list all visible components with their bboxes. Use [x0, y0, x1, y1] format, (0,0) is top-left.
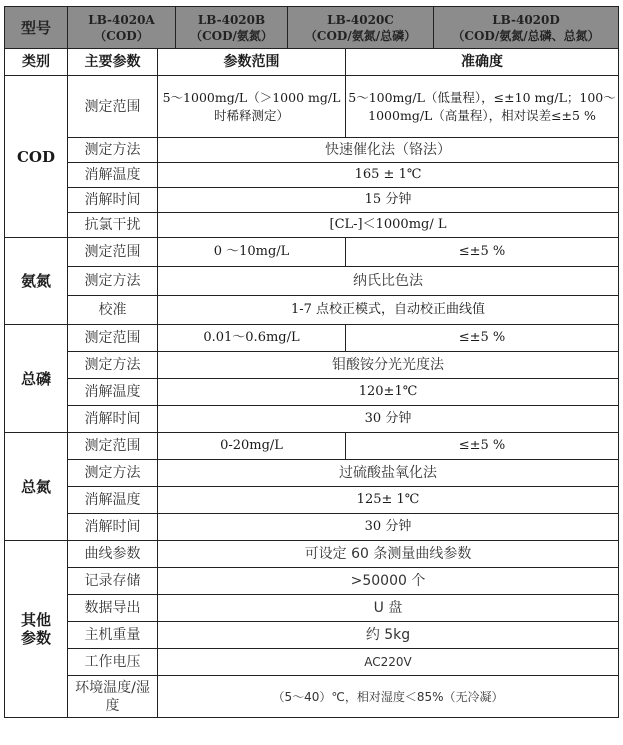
category-other: 其他 参数 [5, 541, 68, 718]
model-header-row [5, 7, 619, 49]
param-label: 消解时间 [68, 514, 158, 541]
param-value: 约 5kg [158, 622, 619, 649]
param-value: AC220V [158, 649, 619, 676]
accuracy-value: ≤±5 % [346, 433, 619, 460]
table-row [5, 325, 619, 352]
param-label: 消解温度 [68, 163, 158, 188]
param-value: 165 ± 1℃ [158, 163, 619, 188]
range-value: 0-20mg/L [158, 433, 346, 460]
model-c: LB-4020C （COD/氨氮/总磷） [288, 7, 434, 49]
param-value: U 盘 [158, 595, 619, 622]
table-row [5, 595, 619, 622]
param-label: 消解时间 [68, 188, 158, 213]
param-value: 纳氏比色法 [158, 267, 619, 296]
param-label: 测定范围 [68, 433, 158, 460]
param-label: 测定范围 [68, 76, 158, 138]
column-header-row [5, 49, 619, 76]
model-b: LB-4020B （COD/氨氮） [176, 7, 288, 49]
category-ammonia: 氨氮 [5, 238, 68, 325]
table-row [5, 296, 619, 325]
param-value: [CL-]＜1000mg/ L [158, 213, 619, 238]
param-label: 工作电压 [68, 649, 158, 676]
param-value: 钼酸铵分光光度法 [158, 352, 619, 379]
table-row [5, 379, 619, 406]
main-param-header: 主要参数 [68, 49, 158, 76]
param-label: 消解温度 [68, 487, 158, 514]
table-row [5, 267, 619, 296]
table-row [5, 514, 619, 541]
table-row [5, 568, 619, 595]
param-label: 抗氯干扰 [68, 213, 158, 238]
param-label: 测定范围 [68, 325, 158, 352]
param-label: 曲线参数 [68, 541, 158, 568]
param-value: 可设定 60 条测量曲线参数 [158, 541, 619, 568]
param-value: 快速催化法（铬法） [158, 138, 619, 163]
param-label: 校准 [68, 296, 158, 325]
table-row [5, 622, 619, 649]
accuracy-value: 5～100mg/L（低量程），≤±10 mg/L；100～1000mg/L（高量程），相对误差≤±5 % [346, 76, 619, 138]
table-row [5, 352, 619, 379]
category-total-phosphorus: 总磷 [5, 325, 68, 433]
param-label: 测定方法 [68, 460, 158, 487]
param-label: 测定范围 [68, 238, 158, 267]
spec-table [4, 6, 619, 718]
table-row [5, 238, 619, 267]
accuracy-value: ≤±5 % [346, 325, 619, 352]
table-row [5, 213, 619, 238]
param-label: 测定方法 [68, 138, 158, 163]
table-row [5, 406, 619, 433]
category-header: 类别 [5, 49, 68, 76]
range-value: 5～1000mg/L（＞1000 mg/L 时稀释测定） [158, 76, 346, 138]
model-label: 型号 [5, 7, 68, 49]
table-row [5, 460, 619, 487]
param-value: 30 分钟 [158, 514, 619, 541]
table-row [5, 188, 619, 213]
range-header: 参数范围 [158, 49, 346, 76]
category-cod: COD [5, 76, 68, 238]
param-label: 环境温度/湿度 [68, 676, 158, 718]
param-value: 15 分钟 [158, 188, 619, 213]
model-d: LB-4020D （COD/氨氮/总磷、总氮） [434, 7, 619, 49]
accuracy-value: ≤±5 % [346, 238, 619, 267]
param-value: 1-7 点校正模式，自动校正曲线值 [158, 296, 619, 325]
range-value: 0.01～0.6mg/L [158, 325, 346, 352]
param-label: 主机重量 [68, 622, 158, 649]
param-label: 数据导出 [68, 595, 158, 622]
table-row [5, 649, 619, 676]
table-row [5, 76, 619, 138]
param-label: 消解温度 [68, 379, 158, 406]
param-value: 125± 1℃ [158, 487, 619, 514]
spec-table-container [4, 6, 618, 718]
param-label: 测定方法 [68, 352, 158, 379]
param-value: 过硫酸盐氧化法 [158, 460, 619, 487]
accuracy-header: 准确度 [346, 49, 619, 76]
table-row [5, 541, 619, 568]
param-label: 测定方法 [68, 267, 158, 296]
param-value: 30 分钟 [158, 406, 619, 433]
range-value: 0 ～10mg/L [158, 238, 346, 267]
table-row [5, 163, 619, 188]
param-value: （5～40）℃，相对湿度＜85%（无冷凝） [158, 676, 619, 718]
category-total-nitrogen: 总氮 [5, 433, 68, 541]
param-label: 消解时间 [68, 406, 158, 433]
table-row [5, 676, 619, 718]
model-a: LB-4020A （COD） [68, 7, 176, 49]
table-row [5, 138, 619, 163]
table-row [5, 487, 619, 514]
param-label: 记录存储 [68, 568, 158, 595]
param-value: 120±1℃ [158, 379, 619, 406]
param-value: >50000 个 [158, 568, 619, 595]
table-row [5, 433, 619, 460]
